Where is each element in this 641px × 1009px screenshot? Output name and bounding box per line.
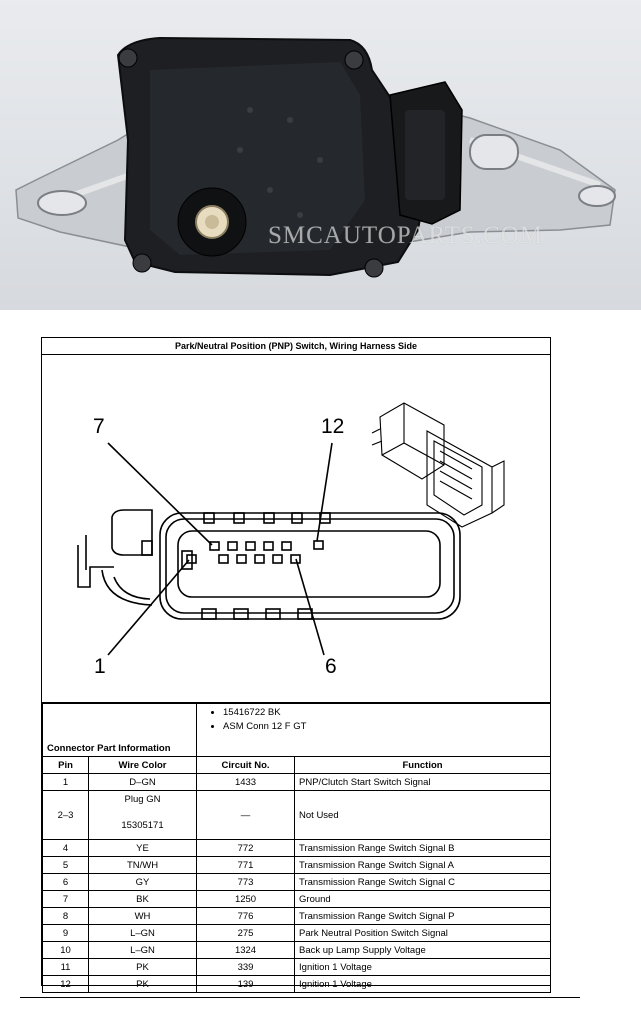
cell-wire: GY — [89, 874, 197, 891]
callout-pin-7: 7 — [93, 415, 105, 438]
cell-function: Ignition 1 Voltage — [295, 959, 551, 976]
cell-circuit: 773 — [197, 874, 295, 891]
cell-wire: PK — [89, 959, 197, 976]
cell-pin: 12 — [43, 976, 89, 993]
connector-info-row — [43, 704, 551, 757]
connector-document — [41, 337, 551, 990]
cell-pin: 7 — [43, 891, 89, 908]
cell-wire-plug-part: 15305171 — [121, 820, 164, 831]
cell-circuit: 275 — [197, 925, 295, 942]
cell-function: Transmission Range Switch Signal B — [295, 840, 551, 857]
table-row — [43, 840, 551, 857]
cell-function: Not Used — [295, 791, 551, 840]
connector-part-number: • 15416722 BK — [223, 706, 546, 720]
bottom-rule — [20, 997, 580, 998]
cell-circuit: 776 — [197, 908, 295, 925]
cell-pin: 9 — [43, 925, 89, 942]
table-row — [43, 908, 551, 925]
cell-pin: 2–3 — [43, 791, 89, 840]
cell-function: Transmission Range Switch Signal C — [295, 874, 551, 891]
table-row — [43, 857, 551, 874]
cell-wire: WH — [89, 908, 197, 925]
cell-function: Back up Lamp Supply Voltage — [295, 942, 551, 959]
callout-pin-6: 6 — [325, 655, 337, 678]
cell-circuit: 1324 — [197, 942, 295, 959]
watermark-text: SMCAUTOPARTS.COM — [268, 222, 544, 249]
cell-wire-plug: Plug GN — [124, 794, 161, 805]
callout-pin-1: 1 — [94, 655, 106, 678]
table-row — [43, 976, 551, 993]
cell-circuit: 772 — [197, 840, 295, 857]
cell-function: PNP/Clutch Start Switch Signal — [295, 774, 551, 791]
header-wire-color: Wire Color — [89, 757, 197, 774]
cell-pin: 11 — [43, 959, 89, 976]
table-row — [43, 791, 551, 840]
table-row — [43, 774, 551, 791]
cell-pin: 5 — [43, 857, 89, 874]
connector-face-drawing — [42, 355, 550, 702]
connector-info-label: Connector Part Information — [43, 704, 197, 757]
cell-wire: BK — [89, 891, 197, 908]
cell-wire: D–GN — [89, 774, 197, 791]
switch-photo — [0, 0, 641, 310]
table-row — [43, 925, 551, 942]
cell-function: Park Neutral Position Switch Signal — [295, 925, 551, 942]
table-row — [43, 874, 551, 891]
cell-wire — [89, 791, 197, 840]
cell-circuit: 1250 — [197, 891, 295, 908]
cell-wire: YE — [89, 840, 197, 857]
cell-wire: TN/WH — [89, 857, 197, 874]
table-row — [43, 959, 551, 976]
connector-info-values — [197, 704, 551, 757]
connector-diagram — [42, 355, 550, 703]
callout-pin-12: 12 — [321, 415, 345, 438]
connector-pin-table — [42, 703, 551, 993]
header-pin: Pin — [43, 757, 89, 774]
cell-circuit: 339 — [197, 959, 295, 976]
cell-pin: 1 — [43, 774, 89, 791]
cell-pin: 4 — [43, 840, 89, 857]
cell-pin: 10 — [43, 942, 89, 959]
cell-circuit: 139 — [197, 976, 295, 993]
cell-circuit: — — [197, 791, 295, 840]
cell-circuit: 771 — [197, 857, 295, 874]
cell-function: Transmission Range Switch Signal P — [295, 908, 551, 925]
cell-function: Ignition 1 Voltage — [295, 976, 551, 993]
table-row — [43, 891, 551, 908]
connector-assembly: • ASM Conn 12 F GT — [223, 720, 546, 734]
header-function: Function — [295, 757, 551, 774]
table-header-row — [43, 757, 551, 774]
cell-wire: L–GN — [89, 942, 197, 959]
cell-wire: PK — [89, 976, 197, 993]
pnp-switch-image — [0, 0, 641, 310]
cell-function: Transmission Range Switch Signal A — [295, 857, 551, 874]
cell-wire: L–GN — [89, 925, 197, 942]
cell-circuit: 1433 — [197, 774, 295, 791]
table-row — [43, 942, 551, 959]
cell-pin: 6 — [43, 874, 89, 891]
cell-pin: 8 — [43, 908, 89, 925]
document-title: Park/Neutral Position (PNP) Switch, Wiring Harness Side — [42, 338, 550, 355]
cell-function: Ground — [295, 891, 551, 908]
header-circuit: Circuit No. — [197, 757, 295, 774]
